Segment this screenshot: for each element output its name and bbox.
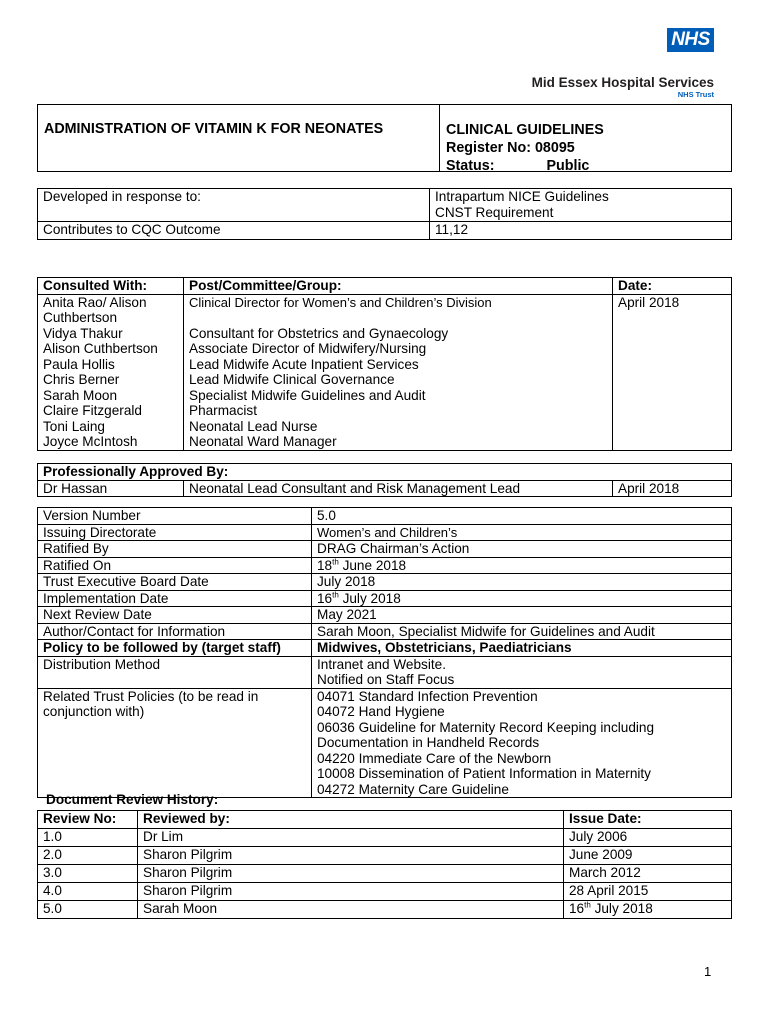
detail-value (312, 688, 732, 798)
reviewer: Sarah Moon (138, 901, 564, 919)
register-number: Register No: 08095 (446, 140, 575, 156)
table-row (38, 865, 732, 883)
detail-value: 5.0 (312, 508, 732, 525)
reviewer: Sharon Pilgrim (138, 883, 564, 901)
list-item: Chris Berner (43, 372, 120, 387)
cqc-label: Contributes to CQC Outcome (38, 222, 430, 240)
list-item: Lead Midwife Clinical Governance (189, 372, 395, 387)
detail-value (312, 557, 732, 574)
date-suffix: th (584, 900, 591, 910)
table-row (38, 901, 732, 919)
approved-table (37, 463, 732, 497)
list-item: Clinical Director for Women’s and Children’s Division (189, 294, 492, 310)
table-row (38, 294, 732, 450)
date-suffix: th (332, 556, 339, 566)
detail-value: May 2021 (312, 607, 732, 624)
response-value-line: Intrapartum NICE Guidelines (435, 189, 609, 204)
list-item: Joyce McIntosh (43, 434, 138, 449)
date-day: 18 (317, 557, 333, 573)
reviewer: Dr Lim (138, 829, 564, 847)
table-header-row (38, 464, 732, 481)
organisation-subtitle: NHS Trust (677, 90, 714, 99)
review-number: 2.0 (38, 847, 138, 865)
table-row (38, 847, 732, 865)
date-day: 16 (317, 590, 333, 606)
guideline-type: CLINICAL GUIDELINES (446, 122, 604, 138)
reviewer: Sharon Pilgrim (138, 847, 564, 865)
list-item: Specialist Midwife Guidelines and Audit (189, 387, 426, 403)
guideline-info (446, 121, 604, 175)
status-row (446, 157, 604, 175)
issue-date: March 2012 (564, 865, 732, 883)
consulted-names (38, 294, 184, 450)
table-row (38, 524, 732, 541)
document-title: ADMINISTRATION OF VITAMIN K FOR NEONATES (44, 121, 384, 137)
table-row (38, 607, 732, 624)
date-rest: July 2018 (338, 590, 401, 606)
list-item: Toni Laing (43, 418, 105, 434)
review-number: 5.0 (38, 901, 138, 919)
detail-value: Women’s and Children’s (312, 524, 732, 541)
list-item: 10008 Dissemination of Patient Information in Maternity (317, 766, 651, 781)
consulted-table (37, 277, 732, 451)
column-header: Consulted With: (38, 278, 184, 295)
list-item: Notified on Staff Focus (317, 672, 455, 687)
list-item: 04072 Hand Hygiene (317, 704, 445, 719)
title-box (37, 104, 732, 172)
detail-value: July 2018 (312, 574, 732, 591)
list-item: Lead Midwife Acute Inpatient Services (189, 356, 419, 372)
detail-label: Distribution Method (38, 656, 312, 688)
list-item: Neonatal Ward Manager (189, 434, 337, 449)
table-row (38, 574, 732, 591)
date-suffix: th (332, 589, 339, 599)
response-value-line: CNST Requirement (435, 204, 554, 220)
column-header: Post/Committee/Group: (184, 278, 613, 295)
list-item: Consultant for Obstetrics and Gynaecology (189, 325, 449, 341)
column-header: Date: (613, 278, 732, 295)
date-rest: July 2018 (590, 901, 653, 916)
table-row (38, 883, 732, 901)
cqc-value: 11,12 (430, 222, 732, 240)
review-history-table (37, 810, 732, 919)
reviewer: Sharon Pilgrim (138, 865, 564, 883)
consulted-date: April 2018 (613, 294, 732, 450)
nhs-logo: NHS (667, 28, 714, 52)
review-number: 4.0 (38, 883, 138, 901)
response-label: Developed in response to: (38, 189, 430, 222)
detail-label: Author/Contact for Information (38, 623, 312, 640)
response-value (430, 189, 732, 222)
detail-label: Ratified By (38, 541, 312, 558)
column-header: Issue Date: (564, 811, 732, 829)
table-row (38, 480, 732, 497)
detail-label: Trust Executive Board Date (38, 574, 312, 591)
table-row (38, 623, 732, 640)
table-row (38, 508, 732, 525)
detail-label: Issuing Directorate (38, 524, 312, 541)
column-header: Reviewed by: (138, 811, 564, 829)
details-table (37, 507, 732, 798)
organisation-name: Mid Essex Hospital Services (531, 75, 714, 90)
page-number: 1 (704, 964, 712, 979)
consulted-posts (184, 294, 613, 450)
approval-date: April 2018 (613, 480, 732, 497)
response-table (37, 188, 732, 240)
list-item: Associate Director of Midwifery/Nursing (189, 341, 427, 356)
status-label: Status: (446, 158, 495, 174)
table-row (38, 640, 732, 657)
list-item: Claire Fitzgerald (43, 403, 142, 418)
list-item: Documentation in Handheld Records (317, 735, 540, 750)
list-item: Intranet and Website. (317, 656, 446, 672)
table-row (38, 688, 732, 798)
issue-date (564, 901, 732, 919)
approver-role: Neonatal Lead Consultant and Risk Management Lead (184, 480, 613, 497)
table-header-row (38, 278, 732, 295)
table-row (38, 222, 732, 240)
detail-label: Version Number (38, 508, 312, 525)
list-item: Paula Hollis (43, 356, 115, 372)
detail-value (312, 656, 732, 688)
detail-value: DRAG Chairman’s Action (312, 541, 732, 558)
table-row (38, 590, 732, 607)
table-row (38, 829, 732, 847)
list-item: 04220 Immediate Care of the Newborn (317, 750, 552, 766)
issue-date: June 2009 (564, 847, 732, 865)
list-item: 06036 Guideline for Maternity Record Keeping including (317, 719, 655, 735)
list-item (189, 310, 607, 326)
issue-date: July 2006 (564, 829, 732, 847)
table-row (38, 541, 732, 558)
detail-label: Policy to be followed by (target staff) (38, 640, 312, 657)
issue-date: 28 April 2015 (564, 883, 732, 901)
detail-value: Sarah Moon, Specialist Midwife for Guidelines and Audit (312, 623, 732, 640)
detail-label: Next Review Date (38, 607, 312, 624)
list-item: Anita Rao/ Alison (43, 294, 147, 310)
table-header-row (38, 811, 732, 829)
list-item: Neonatal Lead Nurse (189, 418, 318, 434)
list-item: Vidya Thakur (43, 325, 123, 341)
list-item: 04071 Standard Infection Prevention (317, 688, 538, 704)
list-item: Cuthbertson (43, 310, 118, 325)
table-row (38, 656, 732, 688)
review-history-title: Document Review History: (46, 792, 219, 807)
title-cell (38, 105, 440, 171)
status-value: Public (546, 158, 590, 174)
detail-label: Ratified On (38, 557, 312, 574)
detail-value: Midwives, Obstetricians, Paediatricians (312, 640, 732, 657)
column-header: Review No: (38, 811, 138, 829)
list-item: Alison Cuthbertson (43, 341, 158, 356)
table-row (38, 557, 732, 574)
list-item: Sarah Moon (43, 387, 118, 403)
table-row (38, 189, 732, 222)
list-item: Pharmacist (189, 403, 257, 418)
date-rest: June 2018 (338, 557, 407, 573)
detail-label: Implementation Date (38, 590, 312, 607)
list-item: 04272 Maternity Care Guideline (317, 781, 509, 797)
approved-header: Professionally Approved By: (38, 464, 732, 481)
review-number: 1.0 (38, 829, 138, 847)
date-day: 16 (569, 901, 585, 916)
review-number: 3.0 (38, 865, 138, 883)
approver-name: Dr Hassan (38, 480, 184, 497)
detail-label: Related Trust Policies (to be read in conjunction with) (38, 688, 312, 798)
detail-value (312, 590, 732, 607)
